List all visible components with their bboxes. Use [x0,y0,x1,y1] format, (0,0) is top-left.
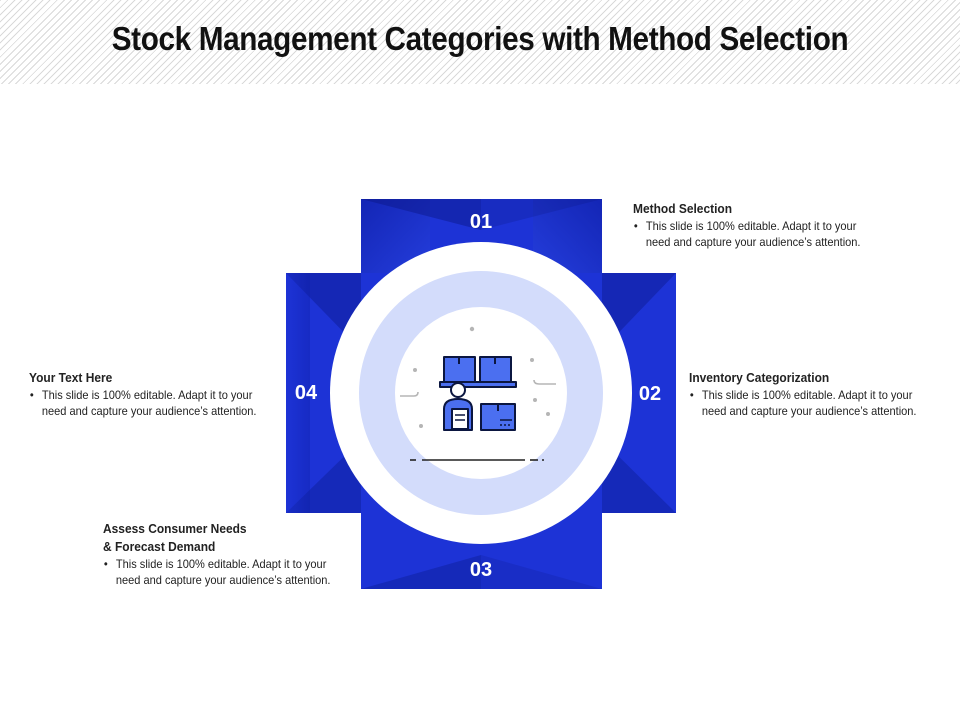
block-body: • This slide is 100% editable. Adapt it to your need and capture your audience’s attention. [103,556,351,588]
step-number-01: 01 [469,211,493,233]
block-body: • This slide is 100% editable. Adapt it to your need and capture your audience’s attention. [29,387,273,419]
text-block-method-selection [633,200,933,250]
block-body: • This slide is 100% editable. Adapt it to your need and capture your audience’s attention. [633,218,909,250]
step-number-03: 03 [469,559,493,581]
step-number-04: 04 [294,382,318,404]
step-number-02: 02 [638,383,662,405]
text-block-assess-consumer-needs [103,520,373,588]
block-body: • This slide is 100% editable. Adapt it to your need and capture your audience’s attention. [689,387,933,419]
block-heading: Assess Consumer Needs & Forecast Demand [103,521,247,554]
inner-white-disc [395,307,567,479]
block-heading: Inventory Categorization [689,370,830,385]
slide-title: Stock Management Categories with Method Selection [111,20,849,57]
block-heading: Your Text Here [29,370,113,385]
text-block-inventory-categorization [689,369,954,419]
block-heading: Method Selection [633,201,733,216]
text-block-your-text-here [29,369,294,419]
